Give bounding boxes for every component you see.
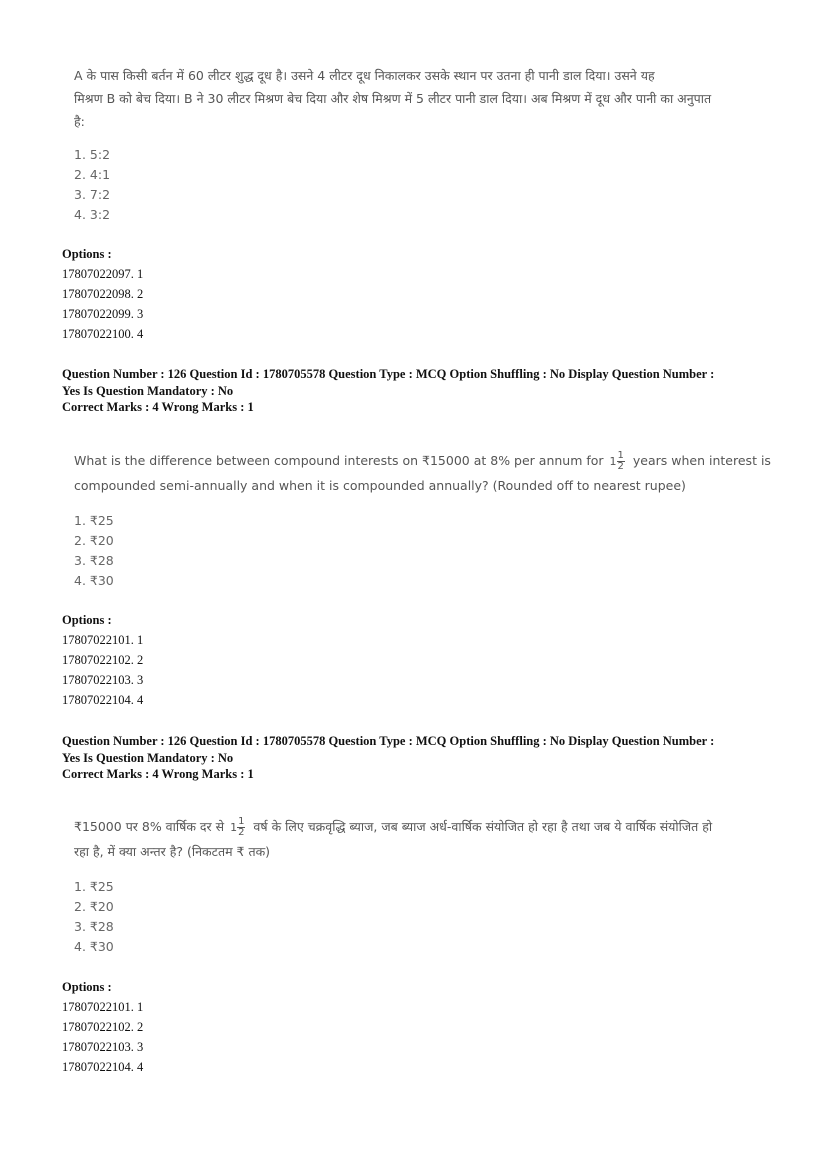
meta-line-3: Correct Marks : 4 Wrong Marks : 1	[62, 400, 254, 414]
option-id: 17807022102. 2	[62, 653, 144, 667]
choice-3: 3. ₹28	[74, 553, 114, 568]
option-id: 17807022100. 4	[62, 327, 144, 341]
question-2-text-before: What is the difference between compound interests on ₹15000 at 8% per annum for	[74, 453, 604, 468]
question-1-choices	[74, 145, 774, 225]
question-3-text-before: ₹15000 पर 8% वार्षिक दर से	[74, 819, 225, 834]
question-1-options	[62, 244, 143, 344]
question-2-line-1	[74, 448, 774, 474]
choice-3: 3. ₹28	[74, 919, 114, 934]
option-id: 17807022097. 1	[62, 267, 144, 281]
question-1-line-3: है:	[74, 114, 85, 129]
fraction-whole: 1	[230, 820, 238, 834]
question-3-line-2: रहा है, में क्या अन्तर है? (निकटतम ₹ तक)	[74, 844, 271, 859]
choice-1: 1. ₹25	[74, 879, 114, 894]
options-title: Options :	[62, 247, 112, 261]
question-1-text	[74, 64, 774, 225]
fraction	[230, 817, 245, 838]
option-id: 17807022103. 3	[62, 1040, 144, 1054]
choice-2: 2. ₹20	[74, 533, 114, 548]
question-2-text-after: years when interest is	[632, 453, 771, 468]
choice-4: 4. ₹30	[74, 573, 114, 588]
question-2-meta	[62, 366, 782, 416]
meta-line-2: Yes Is Question Mandatory : No	[62, 383, 234, 398]
option-id: 17807022103. 3	[62, 673, 144, 687]
fraction-numerator: 1	[617, 450, 624, 461]
meta-line-1: Question Number : 126 Question Id : 1780705578 Question Type : MCQ Option Shuffling : No Display Question Number :	[62, 367, 715, 381]
options-title: Options :	[62, 980, 112, 994]
question-3-text	[74, 814, 774, 957]
option-id: 17807022099. 3	[62, 307, 144, 321]
choice-1: 1. 5:2	[74, 147, 111, 162]
question-2-text	[74, 448, 774, 591]
choice-1: 1. ₹25	[74, 513, 114, 528]
question-3-options	[62, 977, 143, 1077]
question-3-choices	[74, 877, 774, 957]
question-1-line-2: मिश्रण B को बेच दिया। B ने 30 लीटर मिश्रण बेच दिया और शेष मिश्रण में 5 लीटर पानी डाल दिया। अब मिश्रण में दूध और पानी का अनुपात	[74, 91, 712, 106]
question-3-meta	[62, 733, 782, 783]
option-id: 17807022102. 2	[62, 1020, 144, 1034]
question-3-text-after: वर्ष के लिए चक्रवृद्धि ब्याज, जब ब्याज अर्ध-वार्षिक संयोजित हो रहा है तथा जब ये वार्षिक संयोजित हो	[253, 819, 713, 834]
question-2-choices	[74, 511, 774, 591]
option-id: 17807022098. 2	[62, 287, 144, 301]
fraction-numerator: 1	[238, 816, 245, 827]
option-id: 17807022101. 1	[62, 1000, 144, 1014]
fraction	[610, 451, 625, 472]
meta-line-3: Correct Marks : 4 Wrong Marks : 1	[62, 767, 254, 781]
meta-line-2: Yes Is Question Mandatory : No	[62, 750, 234, 765]
fraction-denominator: 2	[238, 827, 245, 838]
choice-2: 2. ₹20	[74, 899, 114, 914]
option-id: 17807022104. 4	[62, 1060, 144, 1074]
fraction-denominator: 2	[617, 461, 624, 472]
question-1-line-1: A के पास किसी बर्तन में 60 लीटर शुद्ध दूध है। उसने 4 लीटर दूध निकालकर उसके स्थान पर उतना ही पानी डाल दिया। उसने यह	[74, 68, 655, 83]
choice-4: 4. ₹30	[74, 939, 114, 954]
question-3-line-1	[74, 814, 774, 840]
fraction-whole: 1	[609, 454, 617, 468]
option-id: 17807022101. 1	[62, 633, 144, 647]
question-2-line-2: compounded semi-annually and when it is compounded annually? (Rounded off to nearest rupee)	[74, 478, 686, 493]
choice-3: 3. 7:2	[74, 187, 111, 202]
option-id: 17807022104. 4	[62, 693, 144, 707]
question-2-options	[62, 610, 143, 710]
options-title: Options :	[62, 613, 112, 627]
meta-line-1: Question Number : 126 Question Id : 1780705578 Question Type : MCQ Option Shuffling : No Display Question Number :	[62, 734, 715, 748]
choice-2: 2. 4:1	[74, 167, 111, 182]
choice-4: 4. 3:2	[74, 207, 111, 222]
